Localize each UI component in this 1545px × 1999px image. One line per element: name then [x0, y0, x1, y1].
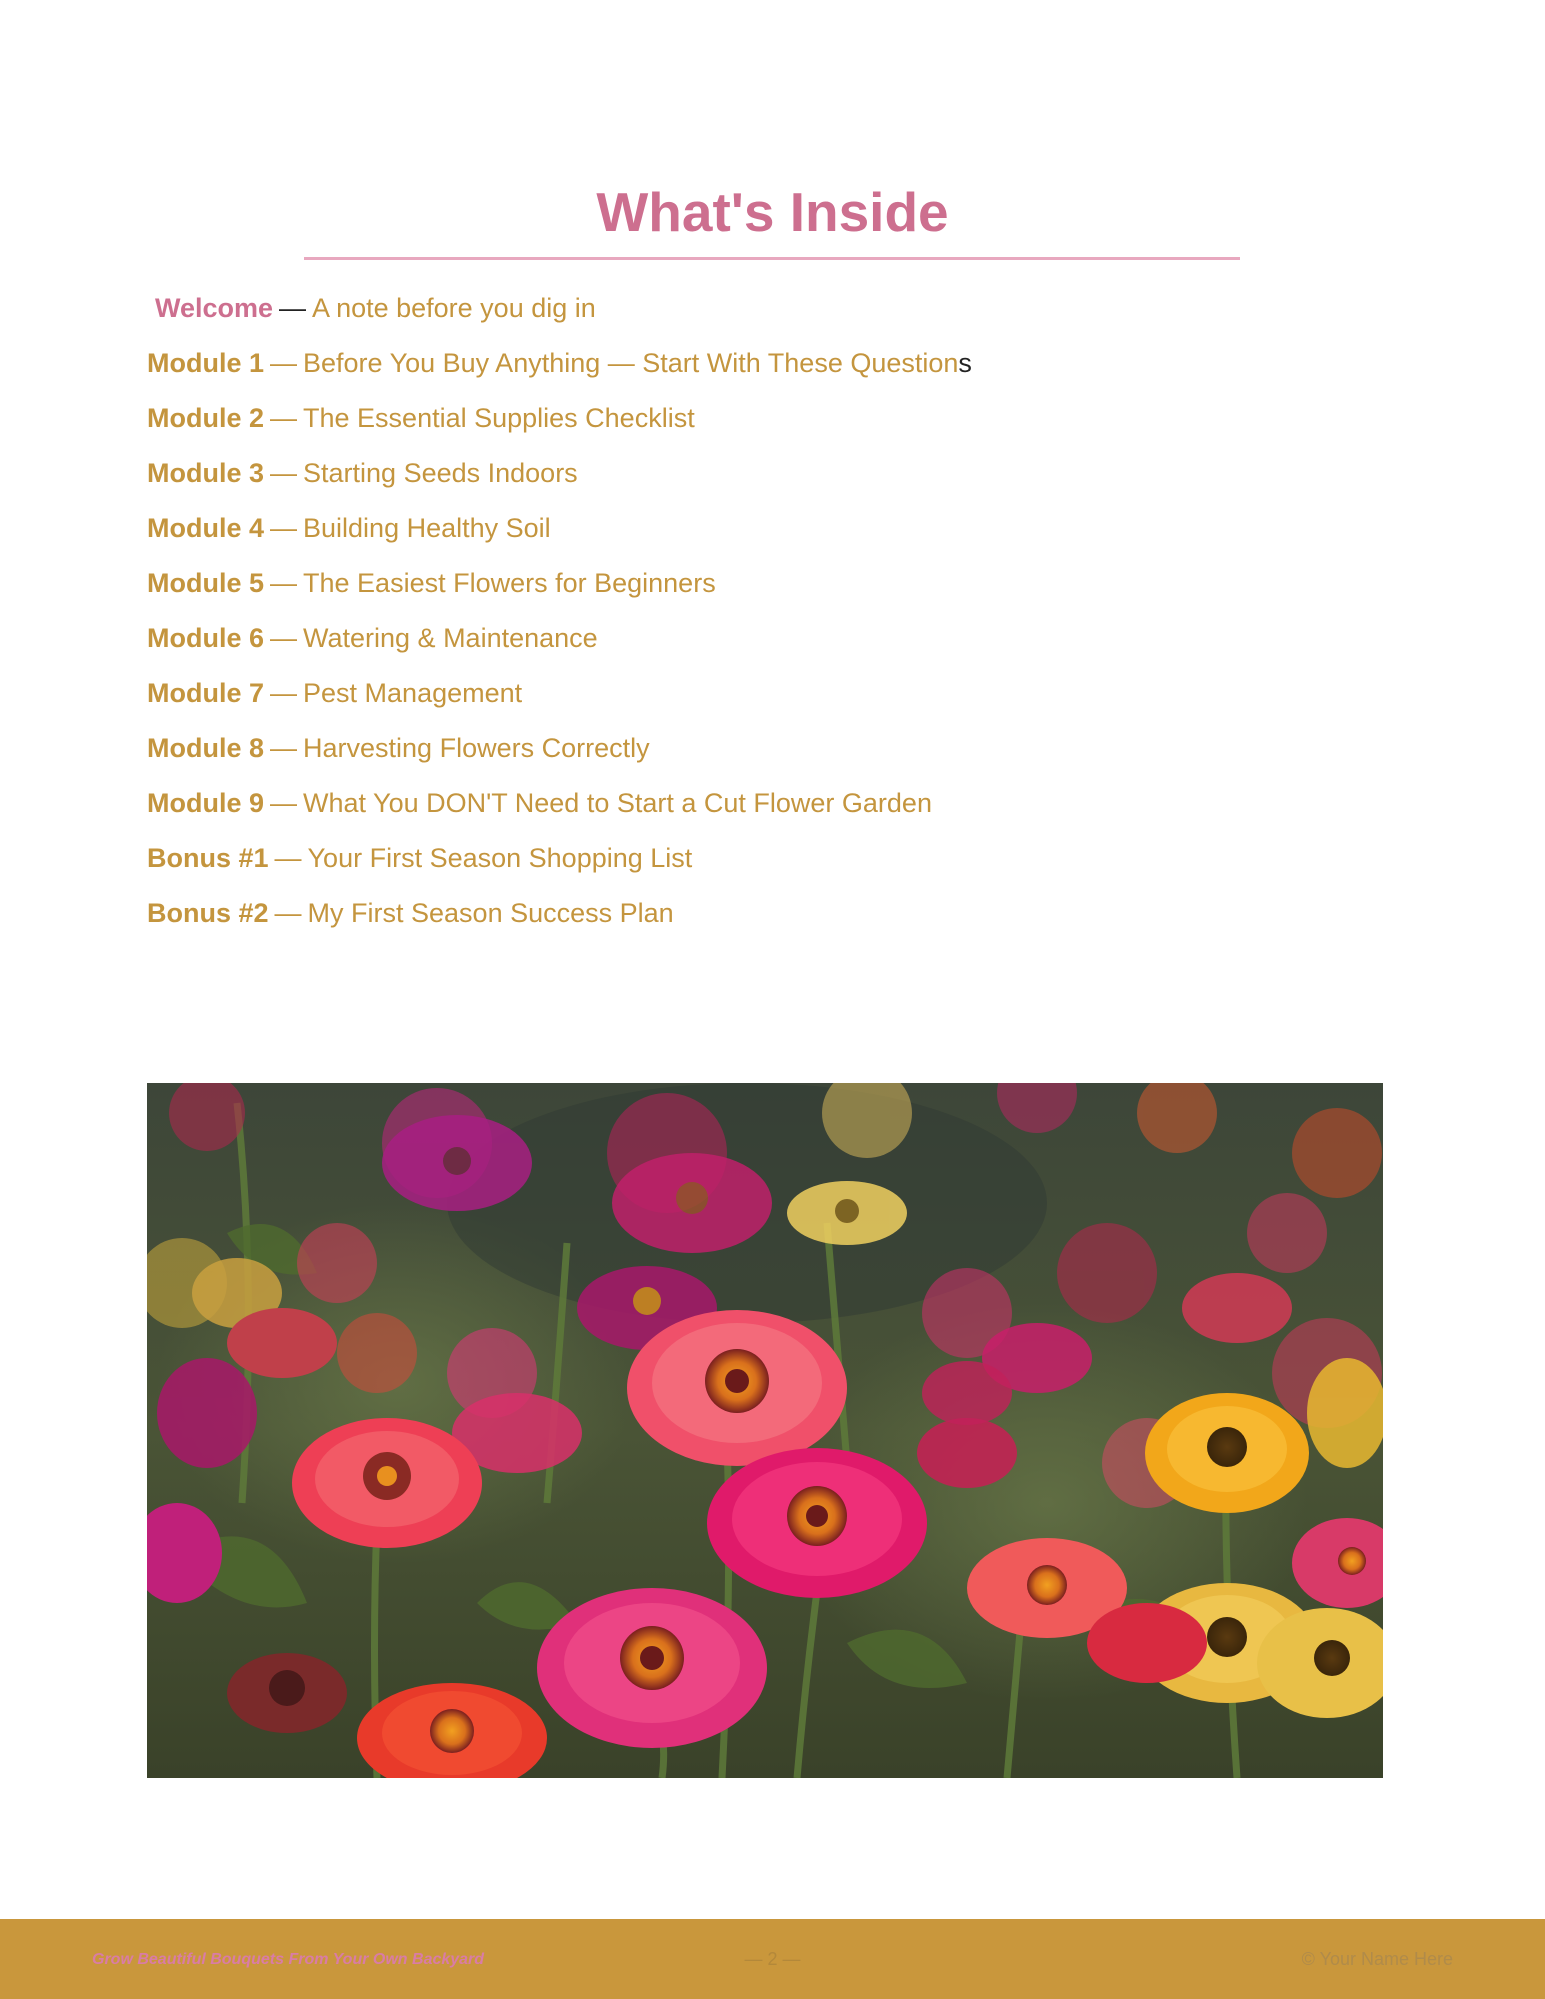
toc-item-text: Pest Management [303, 678, 523, 708]
toc-item-text: The Easiest Flowers for Beginners [303, 568, 716, 598]
toc-item-text: My First Season Success Plan [307, 898, 674, 928]
toc-item-key: Module 2 [147, 403, 265, 433]
toc-item-module-7 [147, 674, 1397, 729]
toc-item-module-1 [147, 344, 1397, 399]
page-footer [0, 1919, 1545, 1999]
toc-item-separator: — [270, 403, 298, 433]
footer-tagline: Grow Beautiful Bouquets From Your Own Backyard [92, 1951, 485, 1968]
toc-item-module-2 [147, 399, 1397, 454]
footer-copyright: © Your Name Here [1301, 1949, 1453, 1969]
toc-item-separator: — [270, 788, 298, 818]
toc-item-key: Welcome [155, 293, 274, 323]
toc-item-key: Module 9 [147, 788, 265, 818]
toc-item-module-4 [147, 509, 1397, 564]
toc-item-bonus-2 [147, 894, 1397, 949]
toc-item-module-8 [147, 729, 1397, 784]
toc-item-module-9 [147, 784, 1397, 839]
toc-item-separator: — [270, 623, 298, 653]
toc-item-key: Bonus #1 [147, 843, 269, 873]
toc-item-separator: — [274, 898, 302, 928]
toc-item-text: A note before you dig in [312, 293, 596, 323]
table-of-contents [147, 289, 1397, 949]
toc-item-module-6 [147, 619, 1397, 674]
toc-item-separator: — [270, 348, 298, 378]
toc-item-text: The Essential Supplies Checklist [303, 403, 695, 433]
toc-item-key: Module 3 [147, 458, 265, 488]
toc-item-text: What You DON'T Need to Start a Cut Flower Garden [303, 788, 932, 818]
toc-item-text: Watering & Maintenance [303, 623, 598, 653]
toc-item-key: Bonus #2 [147, 898, 269, 928]
toc-item-separator: — [270, 733, 298, 763]
toc-item-separator: — [270, 458, 298, 488]
toc-item-bonus-1 [147, 839, 1397, 894]
toc-item-welcome [147, 289, 1397, 344]
toc-item-separator: — [270, 678, 298, 708]
toc-item-key: Module 6 [147, 623, 265, 653]
flower-field-illustration [147, 1083, 1383, 1778]
toc-item-separator: — [279, 293, 307, 323]
toc-item-key: Module 8 [147, 733, 265, 763]
toc-item-key: Module 4 [147, 513, 265, 543]
toc-item-separator: — [270, 568, 298, 598]
title-underline [304, 257, 1240, 260]
toc-item-module-3 [147, 454, 1397, 509]
page-title: What's Inside [596, 181, 949, 243]
toc-item-text-tail: s [958, 348, 972, 378]
toc-item-module-5 [147, 564, 1397, 619]
toc-item-separator: — [270, 513, 298, 543]
footer-page-number: — 2 — [744, 1949, 801, 1969]
toc-item-key: Module 1 [147, 348, 265, 378]
toc-item-separator: — [274, 843, 302, 873]
toc-item-text: Starting Seeds Indoors [303, 458, 578, 488]
toc-item-text: Your First Season Shopping List [307, 843, 693, 873]
toc-item-key: Module 5 [147, 568, 265, 598]
zinnia-flower-photo [147, 1083, 1383, 1778]
toc-item-key: Module 7 [147, 678, 265, 708]
toc-item-text: Before You Buy Anything — Start With These Question [303, 348, 959, 378]
toc-item-text: Building Healthy Soil [303, 513, 551, 543]
toc-item-text: Harvesting Flowers Correctly [303, 733, 650, 763]
